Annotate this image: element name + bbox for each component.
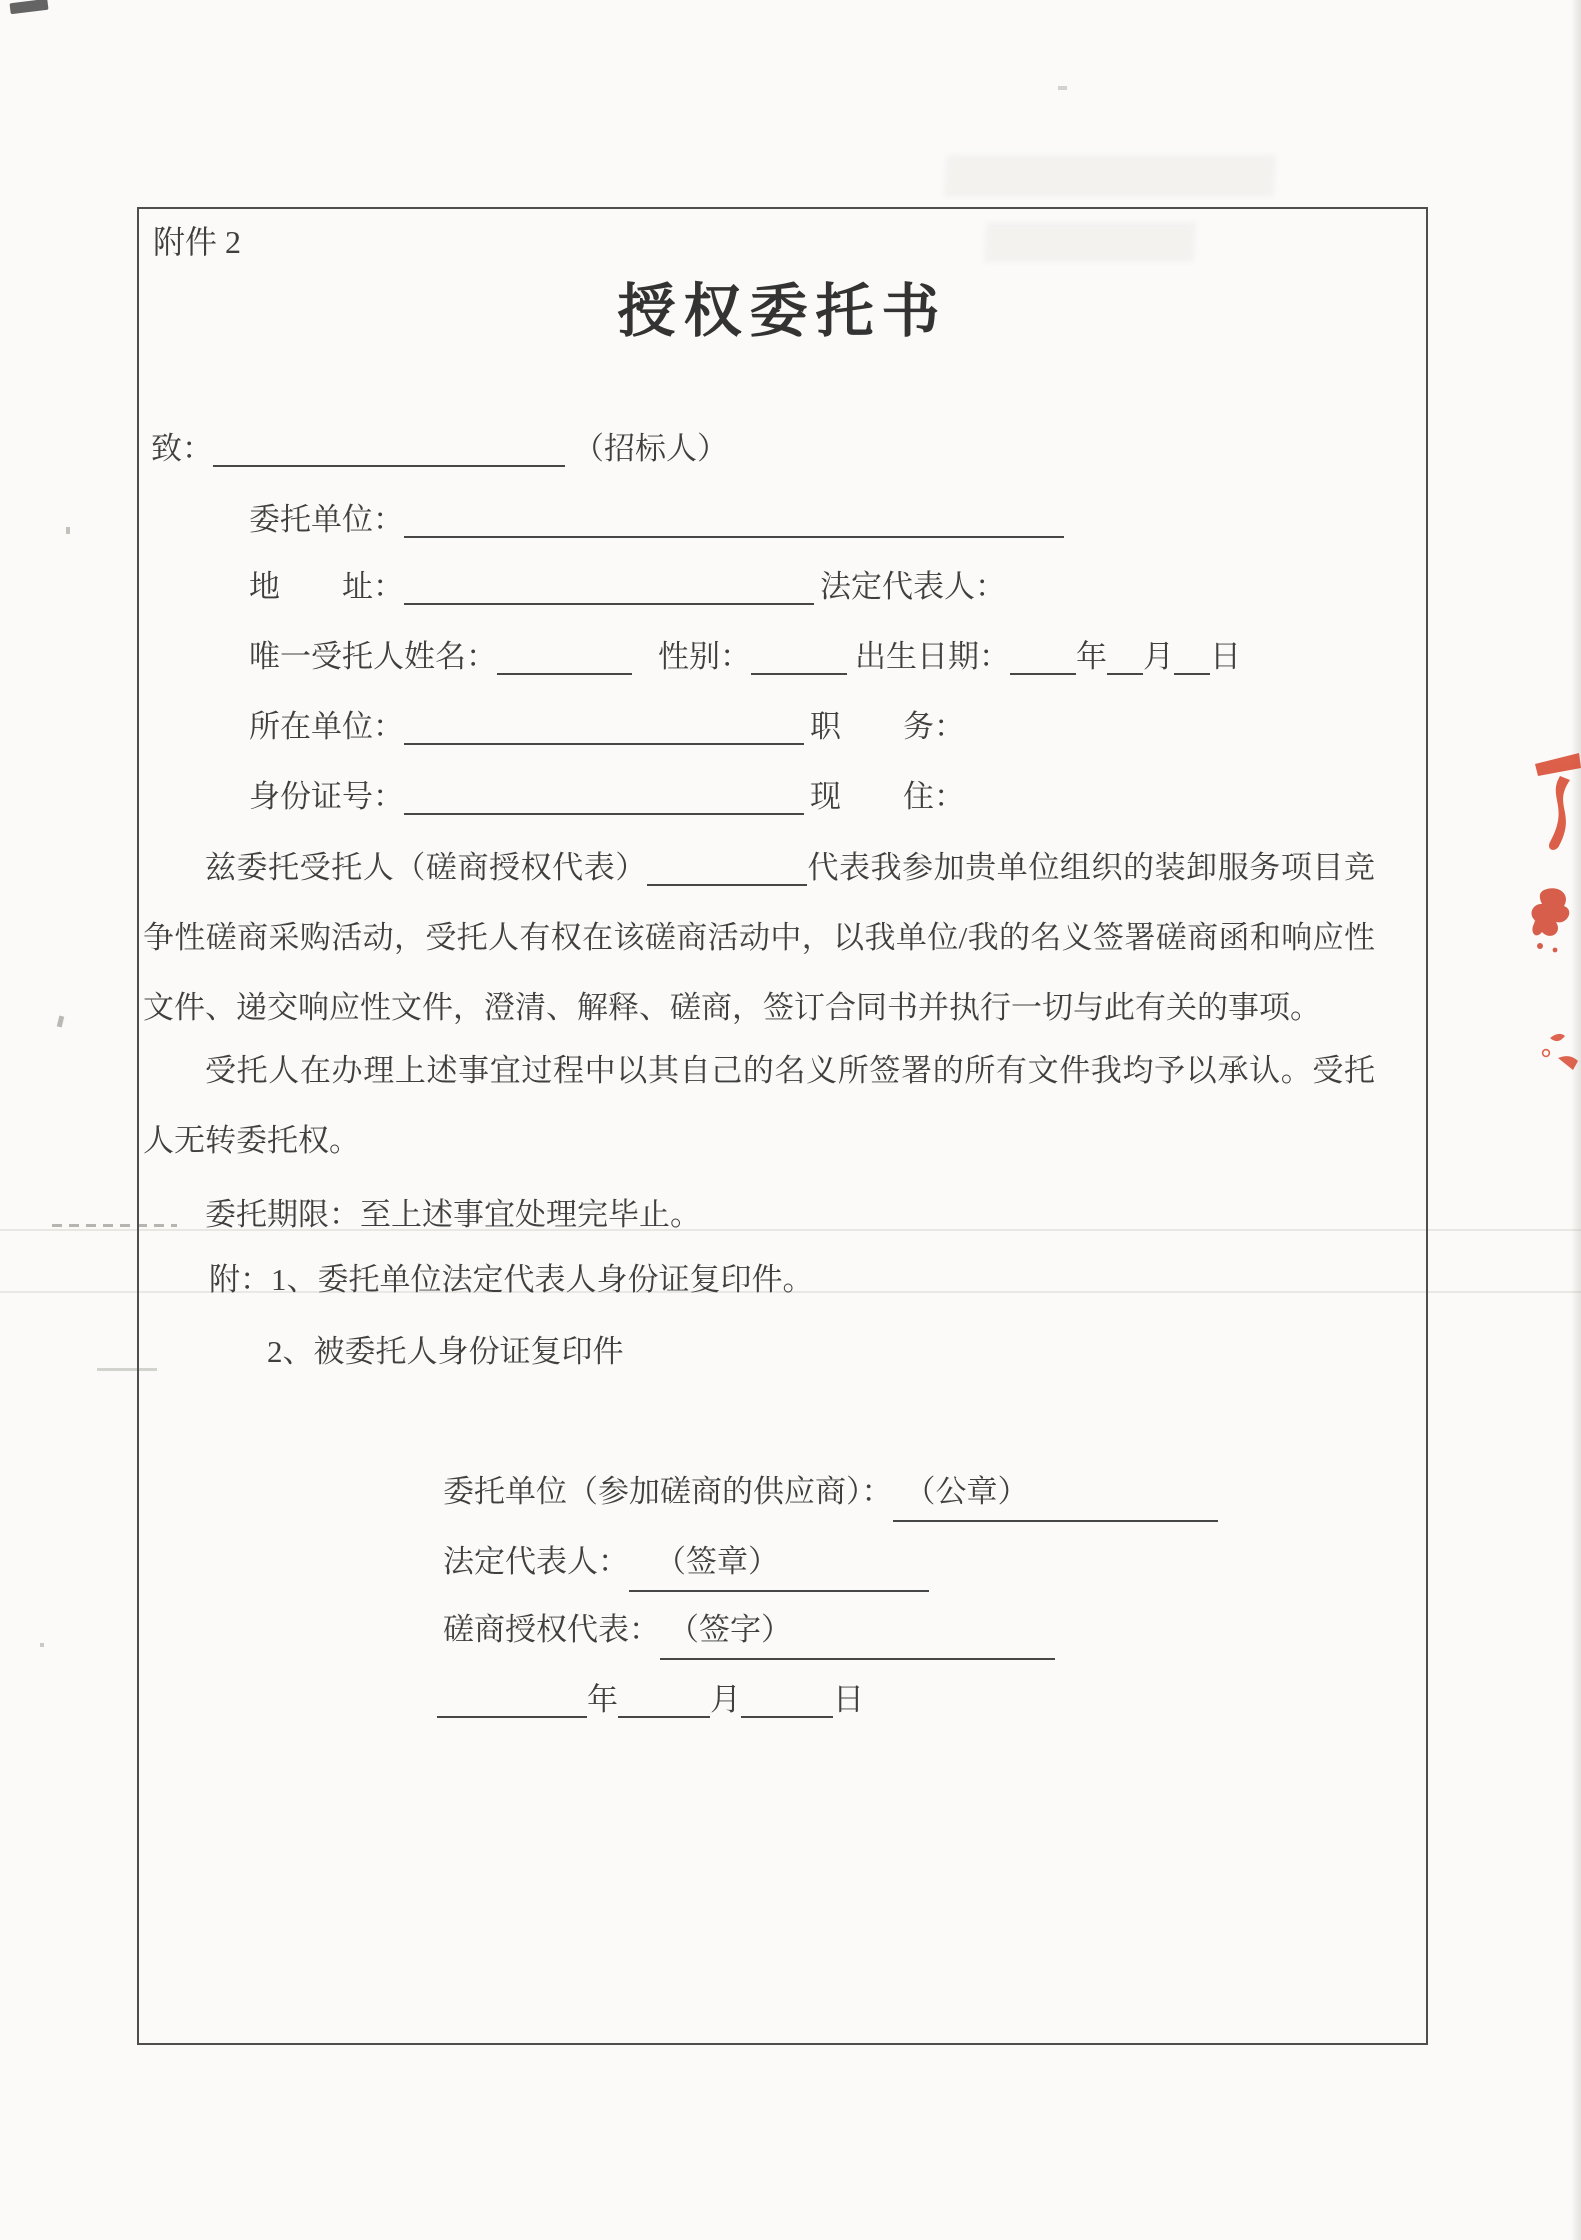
id-number-blank [404, 783, 804, 815]
bleedthrough-ghost-text [944, 155, 1277, 197]
date-day-char: 日 [833, 1682, 864, 1717]
document-title: 授权委托书 [617, 279, 948, 344]
gender-label: 性别： [658, 639, 751, 674]
year-char: 年 [1076, 639, 1107, 674]
recipient-blank [213, 435, 565, 467]
legal-rep-label: 法定代表人： [820, 569, 1006, 604]
date-year-blank [437, 1686, 587, 1718]
trustee-name-blank [497, 643, 632, 675]
attachment-item-1: 附：1、委托单位法定代表人身份证复印件。 [209, 1262, 814, 1297]
id-number-line [249, 777, 965, 817]
address-blank [404, 573, 814, 605]
scan-speck [40, 1643, 44, 1647]
date-month-blank [618, 1686, 710, 1718]
signature-legal-rep-label: 法定代表人： [443, 1544, 629, 1579]
authorization-paragraph [143, 833, 1375, 1043]
attachment-item-2: 2、被委托人身份证复印件 [267, 1334, 624, 1369]
authorization-lead: 兹委托受托人（磋商授权代表） [205, 850, 647, 885]
residence-label: 现 住： [810, 779, 965, 814]
signature-date-line [437, 1680, 864, 1720]
authorization-rest: 代表我参加贵单位组织的装卸服务项目竞争性磋商采购活动，受托人有权在该磋商活动中，以我单位/我的名义签署磋商函和响应性文件、递交响应性文件，澄清、解释、磋商，签订合同书并执行一切与此有关的事项。 [143, 850, 1375, 1025]
birth-month-blank [1107, 643, 1143, 675]
date-year-char: 年 [587, 1682, 618, 1717]
scan-speck [9, 0, 48, 14]
birth-day-blank [1174, 643, 1210, 675]
scan-speck [66, 527, 70, 534]
acknowledgement-paragraph: 受托人在办理上述事宜过程中以其自己的名义所签署的所有文件我均予以承认。受托人无转委托权。 [143, 1053, 1375, 1158]
birth-label: 出生日期： [855, 639, 1010, 674]
entrust-unit-label: 委托单位： [249, 502, 404, 537]
agent-name-blank [647, 854, 807, 886]
paper-edge-shadow [1571, 0, 1581, 2240]
gender-blank [751, 643, 847, 675]
scan-speck [1058, 86, 1067, 90]
trustee-line [249, 637, 1241, 677]
signature-legal-rep-line [443, 1542, 929, 1592]
to-label: 致： [151, 431, 213, 466]
month-char: 月 [1143, 639, 1174, 674]
address-label: 地 址： [249, 569, 404, 604]
scan-speck [57, 1016, 65, 1028]
legal-rep-sign-blank: （签章） [629, 1542, 929, 1592]
entrust-period-line: 委托期限：至上述事宜处理完毕止。 [205, 1197, 701, 1232]
day-char: 日 [1210, 639, 1241, 674]
signature-unit-label: 委托单位（参加磋商的供应商）： [443, 1474, 893, 1509]
date-month-char: 月 [710, 1682, 741, 1717]
attachment-label: 附件 2 [153, 224, 242, 260]
unit-seal-blank: （公章） [893, 1472, 1218, 1522]
entrust-unit-line [249, 500, 1064, 540]
document-border [137, 207, 1428, 2045]
position-label: 职 务： [810, 709, 965, 744]
entrust-unit-blank [404, 506, 1064, 538]
to-line [151, 429, 728, 469]
address-line [249, 567, 1006, 607]
work-unit-blank [404, 713, 804, 745]
date-day-blank [741, 1686, 833, 1718]
red-ink-stamp-fragments [1500, 740, 1581, 1080]
birth-year-blank [1010, 643, 1076, 675]
id-label: 身份证号： [249, 779, 404, 814]
work-unit-label: 所在单位： [249, 709, 404, 744]
signature-agent-line [443, 1610, 1055, 1660]
work-unit-line [249, 707, 965, 747]
recipient-note: （招标人） [573, 431, 728, 466]
signature-agent-label: 磋商授权代表： [443, 1612, 660, 1647]
agent-sign-blank: （签字） [660, 1610, 1055, 1660]
signature-unit-line [443, 1472, 1218, 1522]
trustee-label: 唯一受托人姓名： [249, 639, 497, 674]
